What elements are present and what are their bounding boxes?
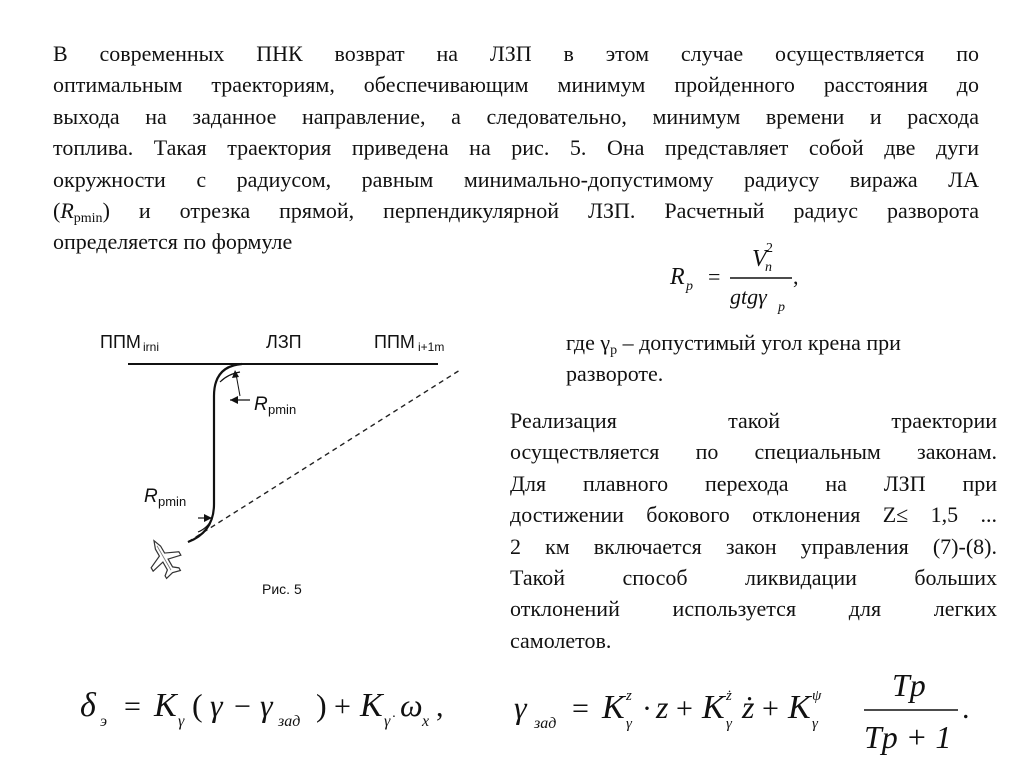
text-line: достижении бокового отклонения Z≤ 1,5 ... bbox=[510, 502, 997, 528]
eq-omega-sub: x bbox=[422, 713, 430, 730]
eq-equals: = bbox=[124, 690, 141, 723]
text-line bbox=[53, 195, 979, 226]
turn-radius-formula bbox=[668, 240, 818, 320]
formula-eq: = bbox=[708, 264, 721, 289]
text-line: самолетов. bbox=[510, 627, 612, 653]
eq2-k2-sup: ż bbox=[726, 688, 732, 704]
intro-paragraph bbox=[53, 38, 979, 258]
return-trajectory bbox=[188, 364, 242, 542]
eq-gamma: γ bbox=[210, 687, 223, 723]
formula-num-sup: 2 bbox=[766, 241, 773, 256]
text-line: осуществляется по специальным законам. bbox=[510, 439, 997, 465]
eq-paren-close: ) bbox=[316, 687, 327, 723]
eq2-gamma-sub: зад bbox=[534, 715, 557, 732]
text-line: В современных ПНК возврат на ЛЗП в этом случае осуществляется по bbox=[53, 41, 979, 66]
formula-den: gtgγ bbox=[730, 284, 767, 309]
formula-num-sub: n bbox=[765, 260, 772, 275]
text-line bbox=[566, 327, 986, 358]
formula-num-var: V bbox=[752, 246, 767, 272]
implementation-paragraph bbox=[510, 405, 997, 656]
dashed-track-line bbox=[188, 370, 460, 542]
text-line: Такой способ ликвидации больших bbox=[510, 564, 997, 590]
ppm-end-label: ППМ bbox=[374, 332, 415, 352]
formula-den-sub: p bbox=[778, 300, 785, 315]
figure-caption: Рис. 5 bbox=[262, 581, 302, 597]
eq2-k2-sub: γ bbox=[726, 716, 732, 732]
eq2-k3: K bbox=[788, 689, 811, 726]
eq-k2: K bbox=[360, 687, 383, 724]
radius-subscript: pmin bbox=[73, 210, 103, 226]
eq-k2-sub: γ̇ bbox=[384, 713, 391, 730]
eq-omega: ω bbox=[400, 687, 423, 723]
eq-k1: K bbox=[154, 687, 177, 724]
formula-lhs: R bbox=[670, 264, 685, 290]
text-line: Для плавного перехода на ЛЗП при bbox=[510, 470, 997, 496]
text-fragment: где γ bbox=[566, 330, 611, 355]
ppm-end-sub: i+1m bbox=[418, 340, 445, 354]
eq-gamma2-sub: зад bbox=[278, 713, 301, 730]
text-line: определяется по формуле bbox=[53, 229, 293, 255]
r-top-sub: pmin bbox=[268, 402, 297, 417]
text-fragment: ) и отрезка прямой, перпендикулярной ЛЗП. Расчетный радиус разворота bbox=[102, 197, 979, 223]
text-line: отклонений используется для легких bbox=[510, 596, 997, 622]
eq-delta-sub: э bbox=[100, 713, 108, 730]
eq2-plus1: + bbox=[676, 692, 693, 725]
eq2-k2: K bbox=[702, 689, 725, 726]
gamma-definition bbox=[566, 327, 986, 389]
eq2-k1: K bbox=[602, 689, 625, 726]
eq2-zdot: ż bbox=[742, 689, 755, 725]
eq-k1-sub: γ bbox=[178, 713, 185, 730]
eq2-gamma: γ bbox=[514, 689, 527, 725]
ppm-start-sub: irni bbox=[143, 340, 160, 354]
r-top-label: R bbox=[254, 394, 268, 415]
aileron-control-law bbox=[76, 672, 496, 742]
eq2-k1-sub: γ bbox=[626, 716, 632, 732]
eq-gamma2: γ bbox=[260, 687, 273, 723]
eq-minus: − bbox=[234, 690, 251, 723]
eq2-plus2: + bbox=[762, 692, 779, 725]
eq-delta: δ bbox=[80, 687, 96, 724]
eq-tail: , bbox=[436, 690, 444, 723]
eq2-dot: · bbox=[642, 692, 652, 725]
formula-lhs-sub: p bbox=[686, 279, 693, 294]
text-line: развороте. bbox=[566, 361, 664, 386]
radius-pointer-top-head bbox=[230, 396, 238, 404]
text-line: оптимальным траекториям, обеспечивающим минимум пройденного расстояния до bbox=[53, 72, 979, 98]
text-line: 2 км включается закон управления (7)-(8). bbox=[510, 533, 997, 559]
eq2-equals: = bbox=[572, 692, 589, 725]
text-fragment: – допустимый угол крена при bbox=[617, 330, 901, 355]
r-bottom-sub: pmin bbox=[158, 494, 187, 509]
eq2-k3-sub: γ bbox=[812, 716, 818, 732]
eq2-k1-sup: z bbox=[626, 688, 632, 704]
radius-symbol: R bbox=[60, 197, 74, 223]
eq2-k3-sup: ψ bbox=[812, 688, 822, 704]
text-fragment: ( bbox=[53, 197, 61, 223]
text-line: топлива. Такая траектория приведена на рис. 5. Она представляет собой две дуги bbox=[53, 135, 979, 161]
figure-5-trajectory bbox=[90, 318, 490, 618]
eq2-frac-num: Tp bbox=[892, 667, 926, 703]
eq-plus: + bbox=[334, 690, 351, 723]
eq2-tail: . bbox=[962, 692, 970, 725]
eq-paren-open: ( bbox=[192, 687, 203, 723]
eq2-frac-den: Tp + 1 bbox=[864, 719, 952, 755]
eq2-z: z bbox=[656, 689, 669, 725]
ppm-start-label: ППМ bbox=[100, 332, 141, 352]
formula-tail: , bbox=[793, 264, 799, 289]
gamma-subscript: p bbox=[610, 343, 618, 358]
commanded-bank-law bbox=[510, 660, 990, 760]
text-line: окружности с радиусом, равным минимально-допустимому радиусу виража ЛА bbox=[53, 166, 979, 192]
text-line: Реализация такой траектории bbox=[510, 408, 997, 433]
r-bottom-label: R bbox=[144, 486, 158, 507]
aircraft-icon bbox=[140, 533, 187, 583]
lzp-label: ЛЗП bbox=[266, 332, 302, 352]
text-line: выхода на заданное направление, а следовательно, минимум времени и расхода bbox=[53, 103, 979, 129]
